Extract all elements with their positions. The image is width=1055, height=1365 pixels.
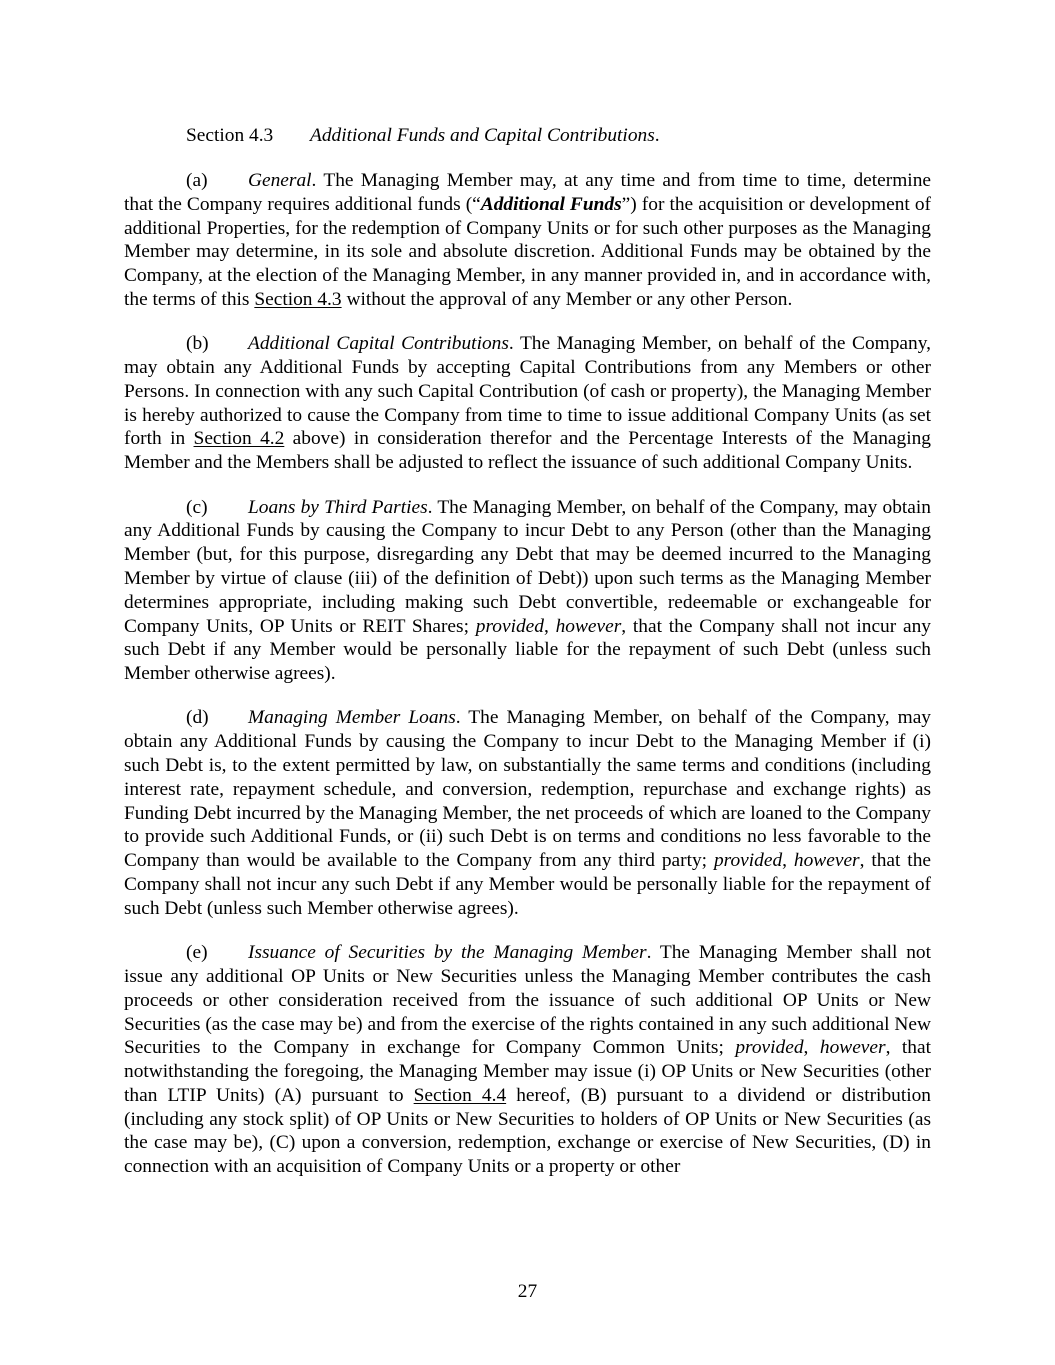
paragraph-b: [124, 332, 931, 475]
paragraph-a: [124, 169, 931, 312]
paragraph-text: . The Managing Member, on behalf of the Company, may obtain any Additional Funds by causing the Company to incur Debt to any Person (other than the Managing Member (but, for this purpose, disregarding any Debt that may be deemed incurred to the Managing Member by virtue of clause (iii) of the definition of Debt)) upon such terms as the Managing Member determines appropriate, including making such Debt convertible, redeemable or exchangeable for Company Units, OP Units or REIT Shares;: [124, 496, 931, 637]
paragraph-text: ”) for the acquisition or development of additional Properties, for the redemption of Company Units or for such other purposes as the Managing Member may determine, in its sole and absolute discretion. Additional Funds may be obtained by the Company, at the election of the Managing Member, in any manner provided in, and in accordance with, the terms of this: [124, 193, 932, 310]
section-title: Additional Funds and Capital Contributions: [310, 125, 655, 146]
paragraph-text: hereof, (B) pursuant to a dividend or distribution (including any stock split) of OP Units or New Securities to holders of OP Units or New Securities (as the case may be), (C) upon a conversion, redemption, exchange or exercise of New Securities, (D) in connection with an acquisition of Company Units or a property or other: [124, 1084, 932, 1178]
proviso-however: however: [793, 850, 860, 872]
section-title-period: .: [654, 125, 660, 146]
paragraph-heading: Loans by Third Parties: [248, 496, 428, 518]
section-reference: Section 4.3: [254, 288, 342, 310]
proviso-comma: ,: [543, 615, 556, 637]
section-reference: Section 4.4: [413, 1084, 507, 1106]
proviso-provided: provided: [713, 850, 783, 872]
paragraph-d: [124, 706, 931, 920]
paragraph-e: [124, 941, 931, 1179]
paragraph-text: , that notwithstanding the foregoing, the Managing Member may issue (i) OP Units or New Securities (other than LTIP Units) (A) pursuant to: [124, 1037, 931, 1106]
paragraph-text: . The Managing Member shall not issue any additional OP Units or New Securities unless the Managing Member contributes the cash proceeds or other consideration received from the issuance of such additional OP Units or New Securities (as the case may be) and from the exercise of the rights contained in any such additional New Securities to the Company in exchange for Company Common Units;: [124, 942, 931, 1059]
section-reference: Section 4.2: [193, 428, 285, 450]
paragraph-text: above) in consideration therefor and the Percentage Interests of the Managing Member and the Members shall be adjusted to reflect the issuance of such additional Company Units.: [124, 428, 931, 474]
paragraph-text: . The Managing Member, on behalf of the Company, may obtain any Additional Funds by accepting Capital Contributions from any Members or other Persons. In connection with any such Capital Contribution (of cash or property), the Managing Member is hereby authorized to cause the Company from time to time to issue additional Company Units (as set forth in: [124, 333, 931, 450]
section-number: Section 4.3: [186, 125, 274, 146]
paragraph-text: without the approval of any Member or any other Person.: [341, 288, 793, 310]
page-body: [124, 124, 931, 1200]
paragraph-heading: Managing Member Loans: [248, 707, 456, 729]
paragraph-text: , that the Company shall not incur any such Debt if any Member would be personally liable for the repayment of such Debt (unless such Member otherwise agrees).: [124, 850, 932, 919]
paragraph-label: (b): [186, 333, 209, 355]
paragraph-heading: Additional Capital Contributions: [248, 333, 509, 355]
paragraph-heading: Issuance of Securities by the Managing Member: [248, 942, 647, 964]
paragraph-text: , that the Company shall not incur any such Debt if any Member would be personally liable for the repayment of such Debt (unless such Member otherwise agrees).: [124, 615, 931, 685]
proviso-comma: ,: [803, 1037, 820, 1059]
paragraph-text: . The Managing Member may, at any time and from time to time, determine that the Company requires additional funds (“: [124, 170, 931, 215]
paragraph-text: . The Managing Member, on behalf of the Company, may obtain any Additional Funds by causing the Company to incur Debt to the Managing Member if (i) such Debt is, to the extent permitted by law, on substantially the same terms and conditions (including interest rate, repayment schedule, and conversion, redemption, repurchase and exchange rights) as Funding Debt incurred by the Managing Member, the net proceeds of which are loaned to the Company to provide such Additional Funds, or (ii) such Debt is on terms and conditions no less favorable to the Company than would be available to the Company from any third party;: [124, 707, 932, 872]
defined-term: Additional Funds: [480, 193, 622, 215]
paragraph-label: (d): [186, 707, 209, 729]
paragraph-label: (c): [186, 496, 208, 518]
proviso-however: however: [555, 615, 622, 637]
paragraph-heading: General: [248, 170, 312, 191]
proviso-provided: provided: [475, 615, 544, 637]
proviso-comma: ,: [782, 850, 794, 872]
page-number: 27: [517, 1281, 538, 1302]
proviso-provided: provided: [735, 1037, 804, 1059]
paragraph-label: (a): [186, 170, 208, 191]
section-heading: [124, 124, 931, 148]
paragraph-c: [124, 496, 931, 686]
paragraph-label: (e): [186, 942, 208, 964]
proviso-however: however: [819, 1037, 886, 1059]
